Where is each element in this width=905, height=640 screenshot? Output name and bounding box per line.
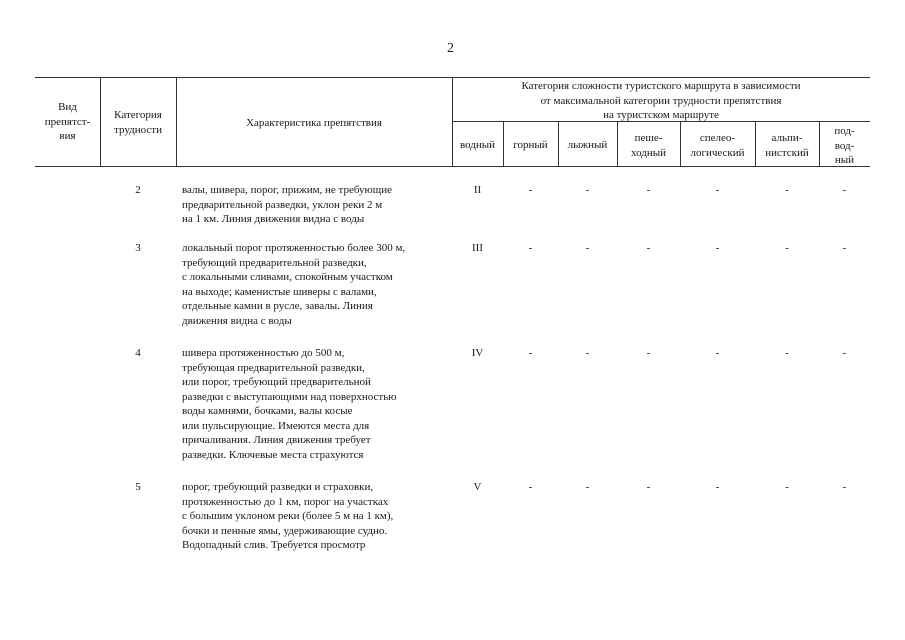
alpine-route-value: - [785, 242, 789, 254]
difficulty-category-value: 4 [135, 347, 141, 359]
mountain-route-value: - [528, 347, 533, 359]
alpine-route-value: - [785, 347, 789, 359]
water-route-value: V [473, 481, 482, 493]
header-difficulty-category: Категория трудности [114, 109, 162, 136]
mountain-route-value: - [528, 184, 533, 196]
water-route-value: III [472, 242, 483, 254]
speleo-route-value: - [715, 481, 720, 493]
header-obstacle-type: Вид препятст- вия [44, 101, 91, 142]
header-bottom-rule [35, 166, 870, 167]
ski-route-value: - [585, 347, 590, 359]
page-number: 2 [447, 41, 454, 56]
speleo-route-value: - [715, 347, 720, 359]
col-header-hiking: пеше- ходный [630, 132, 667, 159]
water-route-value: II [473, 184, 482, 196]
water-route-value: IV [471, 347, 484, 359]
hiking-route-value: - [646, 481, 651, 493]
header-characteristic: Характеристика препятствия [246, 117, 382, 129]
difficulty-category-value: 3 [135, 242, 141, 254]
speleo-route-value: - [715, 184, 720, 196]
ski-route-value: - [585, 481, 590, 493]
ski-route-value: - [585, 242, 590, 254]
col-header-underwater: под- вод- ный [834, 125, 855, 166]
obstacle-description: валы, шивера, порог, прижим, не требующие предварительной разведки, уклон реки 2 м на 1 км. Линия движения видна с воды [182, 184, 393, 225]
underwater-route-value: - [842, 347, 847, 359]
col-header-alpine: альпи- нистский [765, 132, 809, 159]
obstacle-description: шивера протяженностью до 500 м, требующая предварительной разведки, или порог, требующий предварительной разведки с выступающими над поверхностью воды камнями, бочками, валы косые или пульсирующие. Имеются места для причаливания. Линия движения требует разведки. Ключевые места страхуются [182, 347, 397, 461]
speleo-route-value: - [715, 242, 720, 254]
alpine-route-value: - [785, 184, 789, 196]
mountain-route-value: - [528, 481, 533, 493]
hiking-route-value: - [646, 347, 651, 359]
alpine-route-value: - [785, 481, 789, 493]
underwater-route-value: - [842, 481, 847, 493]
difficulty-category-value: 5 [135, 481, 141, 493]
hiking-route-value: - [646, 242, 651, 254]
col-header-water: водный [459, 139, 496, 151]
difficulty-category-value: 2 [135, 184, 141, 196]
obstacle-description: порог, требующий разведки и страховки, протяженностью до 1 км, порог на участках с большим уклоном реки (более 5 м на 1 км), бочки и пенные ямы, удерживающие судно. Водопадный слив. Требуется просмотр [182, 481, 394, 551]
underwater-route-value: - [842, 242, 847, 254]
col-header-ski: лыжный [567, 139, 608, 151]
col-header-speleo: спелео- логический [690, 132, 745, 159]
header-route-complexity: Категория сложности туристского маршрута в зависимости от максимальной категории трудности препятствия на туристском маршруте [521, 80, 801, 121]
hiking-route-value: - [646, 184, 651, 196]
mountain-route-value: - [528, 242, 533, 254]
col-header-mountain: горный [513, 139, 548, 151]
underwater-route-value: - [842, 184, 847, 196]
obstacle-description: локальный порог протяженностью более 300 м, требующий предварительной разведки, с локальными сливами, спокойным участком на выходе; каменистые шиверы с валами, отдельные камни в русле, завалы. Линия движения видна с воды [182, 242, 406, 327]
ski-route-value: - [585, 184, 590, 196]
